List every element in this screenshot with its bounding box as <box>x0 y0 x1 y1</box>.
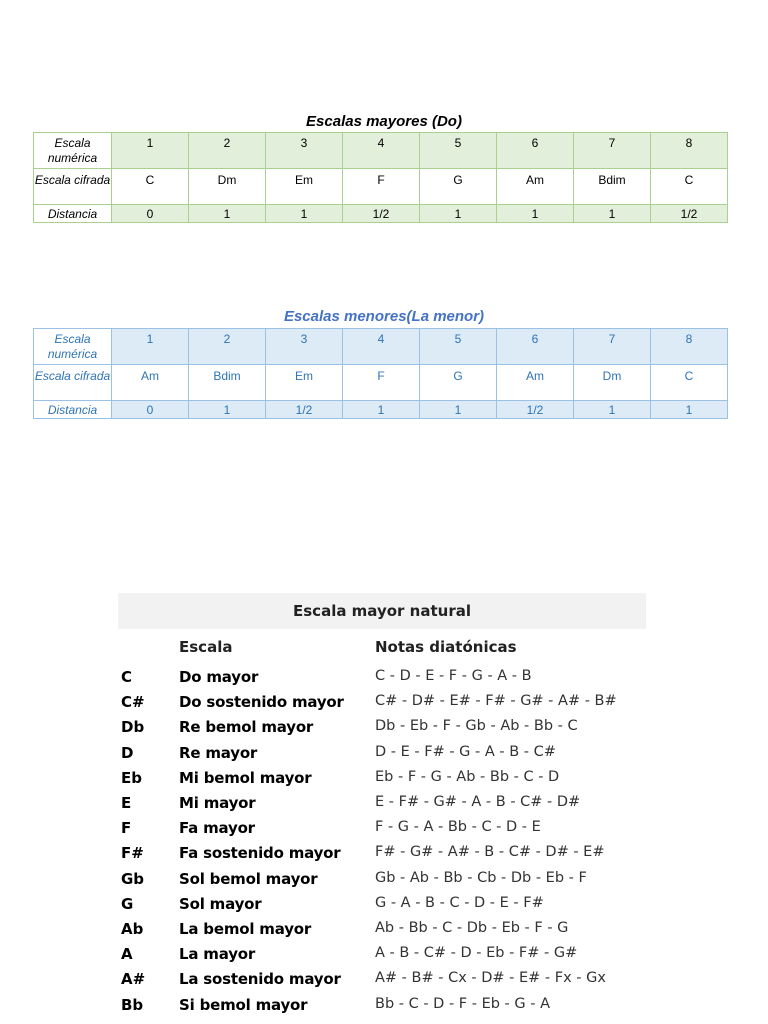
table-cell: 1 <box>497 205 574 223</box>
row-label: Escala numérica <box>34 329 112 365</box>
table-cell: 1/2 <box>343 205 420 223</box>
list-item <box>0 794 768 819</box>
table-cell: 2 <box>189 329 266 365</box>
table-cell: 1/2 <box>266 401 343 419</box>
table-cell: F <box>343 169 420 205</box>
row-label: Distancia <box>34 401 112 419</box>
list-item <box>0 819 768 844</box>
table-cell: 2 <box>189 133 266 169</box>
table-row <box>34 329 728 365</box>
table-cell: 1 <box>651 401 728 419</box>
scale-key: Gb <box>121 870 145 888</box>
scale-key: C# <box>121 693 145 711</box>
scale-notes: G - A - B - C - D - E - F# <box>375 895 544 911</box>
row-label: Escala numérica <box>34 133 112 169</box>
table-cell: 8 <box>651 133 728 169</box>
table-cell: 4 <box>343 329 420 365</box>
table-cell: 3 <box>266 329 343 365</box>
scale-name: Fa mayor <box>179 819 255 837</box>
scale-key: D <box>121 744 134 762</box>
scale-notes: C# - D# - E# - F# - G# - A# - B# <box>375 693 617 709</box>
row-label: Distancia <box>34 205 112 223</box>
list-item <box>0 895 768 920</box>
table-cell: 4 <box>343 133 420 169</box>
table-cell: Bdim <box>189 365 266 401</box>
table-cell: 6 <box>497 133 574 169</box>
major-table-title: Escalas mayores (Do) <box>306 113 462 130</box>
table-cell: 3 <box>266 133 343 169</box>
list-item <box>0 870 768 895</box>
scale-name: La bemol mayor <box>179 920 312 938</box>
table-cell: 1 <box>266 205 343 223</box>
table-cell: 1 <box>420 401 497 419</box>
table-cell: 5 <box>420 133 497 169</box>
scale-name: La mayor <box>179 945 256 963</box>
table-cell: G <box>420 169 497 205</box>
table-cell: F <box>343 365 420 401</box>
scale-key: F# <box>121 844 144 862</box>
list-item <box>0 693 768 718</box>
table-cell: C <box>651 169 728 205</box>
table-cell: 1 <box>189 401 266 419</box>
table-cell: 1 <box>574 401 651 419</box>
column-header-scale: Escala <box>179 638 233 656</box>
minor-table-title: Escalas menores(La menor) <box>283 308 485 325</box>
scale-name: Si bemol mayor <box>179 996 308 1014</box>
table-cell: 1 <box>112 329 189 365</box>
scale-notes: Db - Eb - F - Gb - Ab - Bb - C <box>375 718 578 734</box>
table-row <box>34 133 728 169</box>
table-cell: 1 <box>189 205 266 223</box>
list-item <box>0 718 768 743</box>
scale-name: Sol mayor <box>179 895 262 913</box>
scale-key: E <box>121 794 132 812</box>
list-item <box>0 744 768 769</box>
scale-key: A# <box>121 970 146 988</box>
table-cell: Dm <box>189 169 266 205</box>
list-item <box>0 970 768 995</box>
table-cell: Bdim <box>574 169 651 205</box>
table-cell: 1/2 <box>651 205 728 223</box>
scale-notes: F - G - A - Bb - C - D - E <box>375 819 541 835</box>
scale-notes: C - D - E - F - G - A - B <box>375 668 532 684</box>
scale-key: Ab <box>121 920 144 938</box>
table-row <box>34 365 728 401</box>
table-cell: Am <box>497 169 574 205</box>
table-cell: 1 <box>112 133 189 169</box>
scale-notes: Gb - Ab - Bb - Cb - Db - Eb - F <box>375 870 587 886</box>
scale-key: G <box>121 895 134 913</box>
scale-name: Do mayor <box>179 668 259 686</box>
table-cell: 1 <box>420 205 497 223</box>
scale-name: Fa sostenido mayor <box>179 844 341 862</box>
scale-notes: A - B - C# - D - Eb - F# - G# <box>375 945 578 961</box>
list-item <box>0 844 768 869</box>
table-cell: Em <box>266 365 343 401</box>
scale-name: Mi mayor <box>179 794 256 812</box>
table-cell: 0 <box>112 205 189 223</box>
row-label: Escala cifrada <box>34 365 112 401</box>
scale-notes: D - E - F# - G - A - B - C# <box>375 744 556 760</box>
scale-notes: E - F# - G# - A - B - C# - D# <box>375 794 581 810</box>
table-cell: 1 <box>574 205 651 223</box>
table-cell: 8 <box>651 329 728 365</box>
list-item <box>0 668 768 693</box>
table-row <box>34 401 728 419</box>
column-header-notes: Notas diatónicas <box>375 638 517 656</box>
row-label: Escala cifrada <box>34 169 112 205</box>
scale-notes: Eb - F - G - Ab - Bb - C - D <box>375 769 560 785</box>
table-cell: Am <box>497 365 574 401</box>
list-item <box>0 769 768 794</box>
table-cell: 7 <box>574 133 651 169</box>
scale-notes: A# - B# - Cx - D# - E# - Fx - Gx <box>375 970 606 986</box>
table-cell: 0 <box>112 401 189 419</box>
scale-name: Re mayor <box>179 744 258 762</box>
scale-notes: F# - G# - A# - B - C# - D# - E# <box>375 844 605 860</box>
table-cell: 1/2 <box>497 401 574 419</box>
scale-notes: Bb - C - D - F - Eb - G - A <box>375 996 551 1012</box>
table-cell: 1 <box>343 401 420 419</box>
scale-key: A <box>121 945 133 963</box>
table-row <box>34 169 728 205</box>
scale-name: Sol bemol mayor <box>179 870 318 888</box>
scale-name: Do sostenido mayor <box>179 693 344 711</box>
table-cell: C <box>651 365 728 401</box>
table-cell: Am <box>112 365 189 401</box>
major-scale-table <box>33 132 728 223</box>
scale-key: Eb <box>121 769 142 787</box>
scale-key: Db <box>121 718 145 736</box>
table-cell: G <box>420 365 497 401</box>
major-natural-header: Escala mayor natural <box>118 593 646 629</box>
list-item <box>0 996 768 1021</box>
table-cell: Dm <box>574 365 651 401</box>
scale-key: Bb <box>121 996 144 1014</box>
list-item <box>0 945 768 970</box>
table-cell: 7 <box>574 329 651 365</box>
table-row <box>34 205 728 223</box>
scale-key: C <box>121 668 133 686</box>
scale-name: La sostenido mayor <box>179 970 341 988</box>
minor-scale-table <box>33 328 728 419</box>
table-cell: 5 <box>420 329 497 365</box>
list-item <box>0 920 768 945</box>
scale-key: F <box>121 819 132 837</box>
scale-notes: Ab - Bb - C - Db - Eb - F - G <box>375 920 569 936</box>
table-cell: 6 <box>497 329 574 365</box>
scale-name: Re bemol mayor <box>179 718 314 736</box>
table-cell: Em <box>266 169 343 205</box>
table-cell: C <box>112 169 189 205</box>
scale-name: Mi bemol mayor <box>179 769 312 787</box>
